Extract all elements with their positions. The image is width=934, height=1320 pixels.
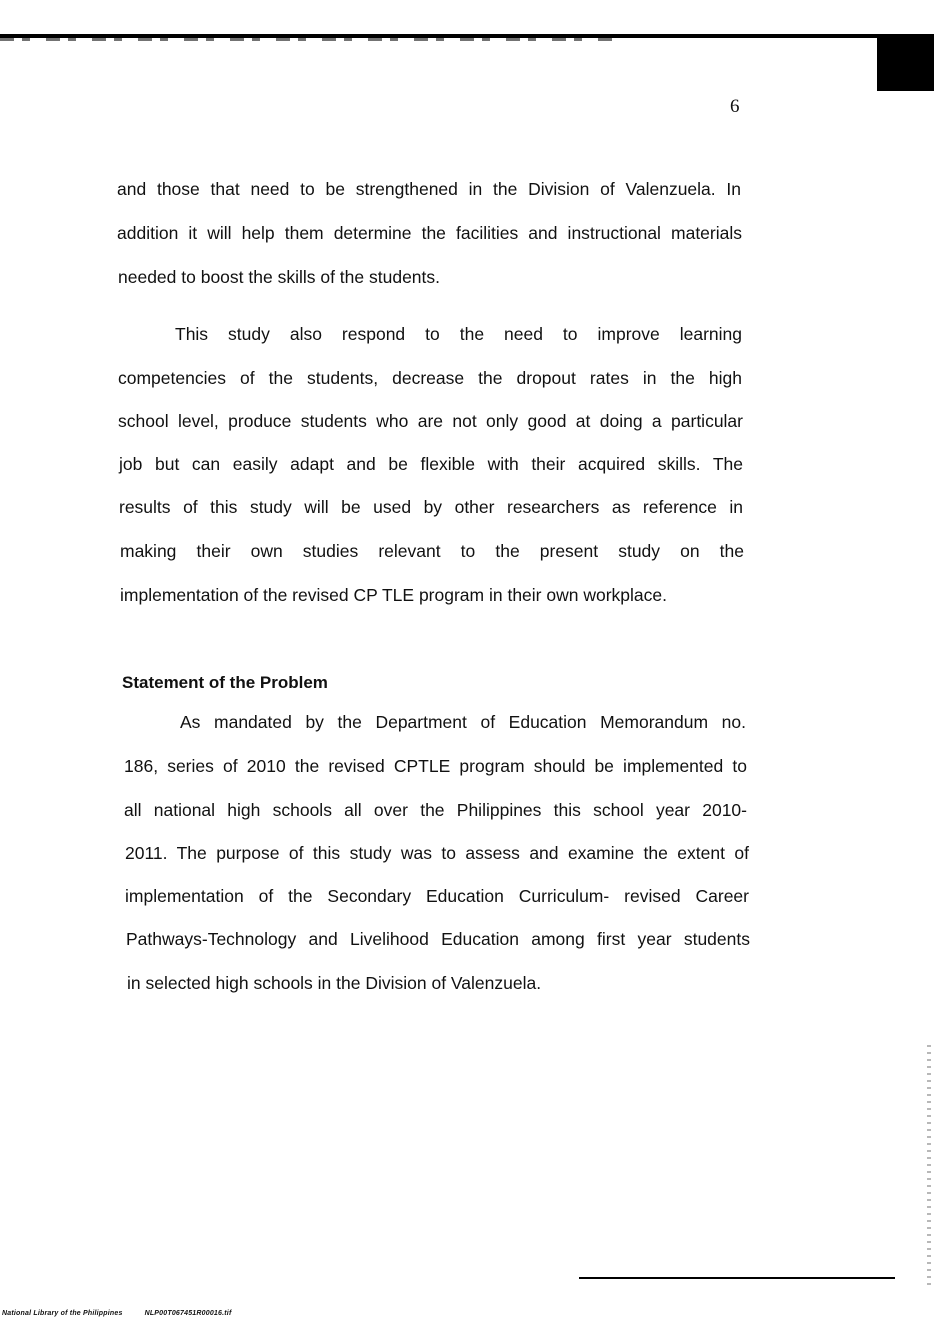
text-line: all national high schools all over the Philippines this school year 2010- xyxy=(124,800,747,820)
scan-footer xyxy=(2,1309,231,1318)
footer-library: National Library of the Philippines xyxy=(2,1310,123,1317)
text-line: Pathways-Technology and Livelihood Education among first year students xyxy=(126,929,750,949)
text-line: 186, series of 2010 the revised CPTLE program should be implemented to xyxy=(124,756,747,776)
section-heading: Statement of the Problem xyxy=(122,673,328,692)
text-line: implementation of the revised CP TLE program in their own workplace. xyxy=(120,585,667,605)
scan-edge-noise xyxy=(927,1045,931,1285)
footer-file-code: NLP00T067451R00016.tif xyxy=(144,1310,232,1317)
text-line: implementation of the Secondary Education Curriculum- revised Career xyxy=(125,886,749,906)
text-line: and those that need to be strengthened in the Division of Valenzuela. In xyxy=(117,179,741,199)
text-line: competencies of the students, decrease the dropout rates in the high xyxy=(118,368,742,388)
text-line: This study also respond to the need to improve learning xyxy=(175,324,742,344)
text-line: As mandated by the Department of Education Memorandum no. xyxy=(180,712,746,732)
text-line: in selected high schools in the Division of Valenzuela. xyxy=(127,973,542,993)
footer-rule xyxy=(579,1277,895,1279)
text-line: job but can easily adapt and be flexible with their acquired skills. The xyxy=(119,454,743,474)
text-line: making their own studies relevant to the present study on the xyxy=(120,541,744,561)
text-line: needed to boost the skills of the students. xyxy=(118,267,441,287)
text-line: school level, produce students who are not only good at doing a particular xyxy=(118,411,743,431)
text-line: 2011. The purpose of this study was to assess and examine the extent of xyxy=(125,843,749,863)
scan-corner-mark xyxy=(877,34,934,91)
text-line: results of this study will be used by other researchers as reference in xyxy=(119,497,743,517)
text-line: addition it will help them determine the facilities and instructional materials xyxy=(117,223,742,243)
page-number: 6 xyxy=(730,96,740,117)
scan-top-noise xyxy=(0,38,620,41)
